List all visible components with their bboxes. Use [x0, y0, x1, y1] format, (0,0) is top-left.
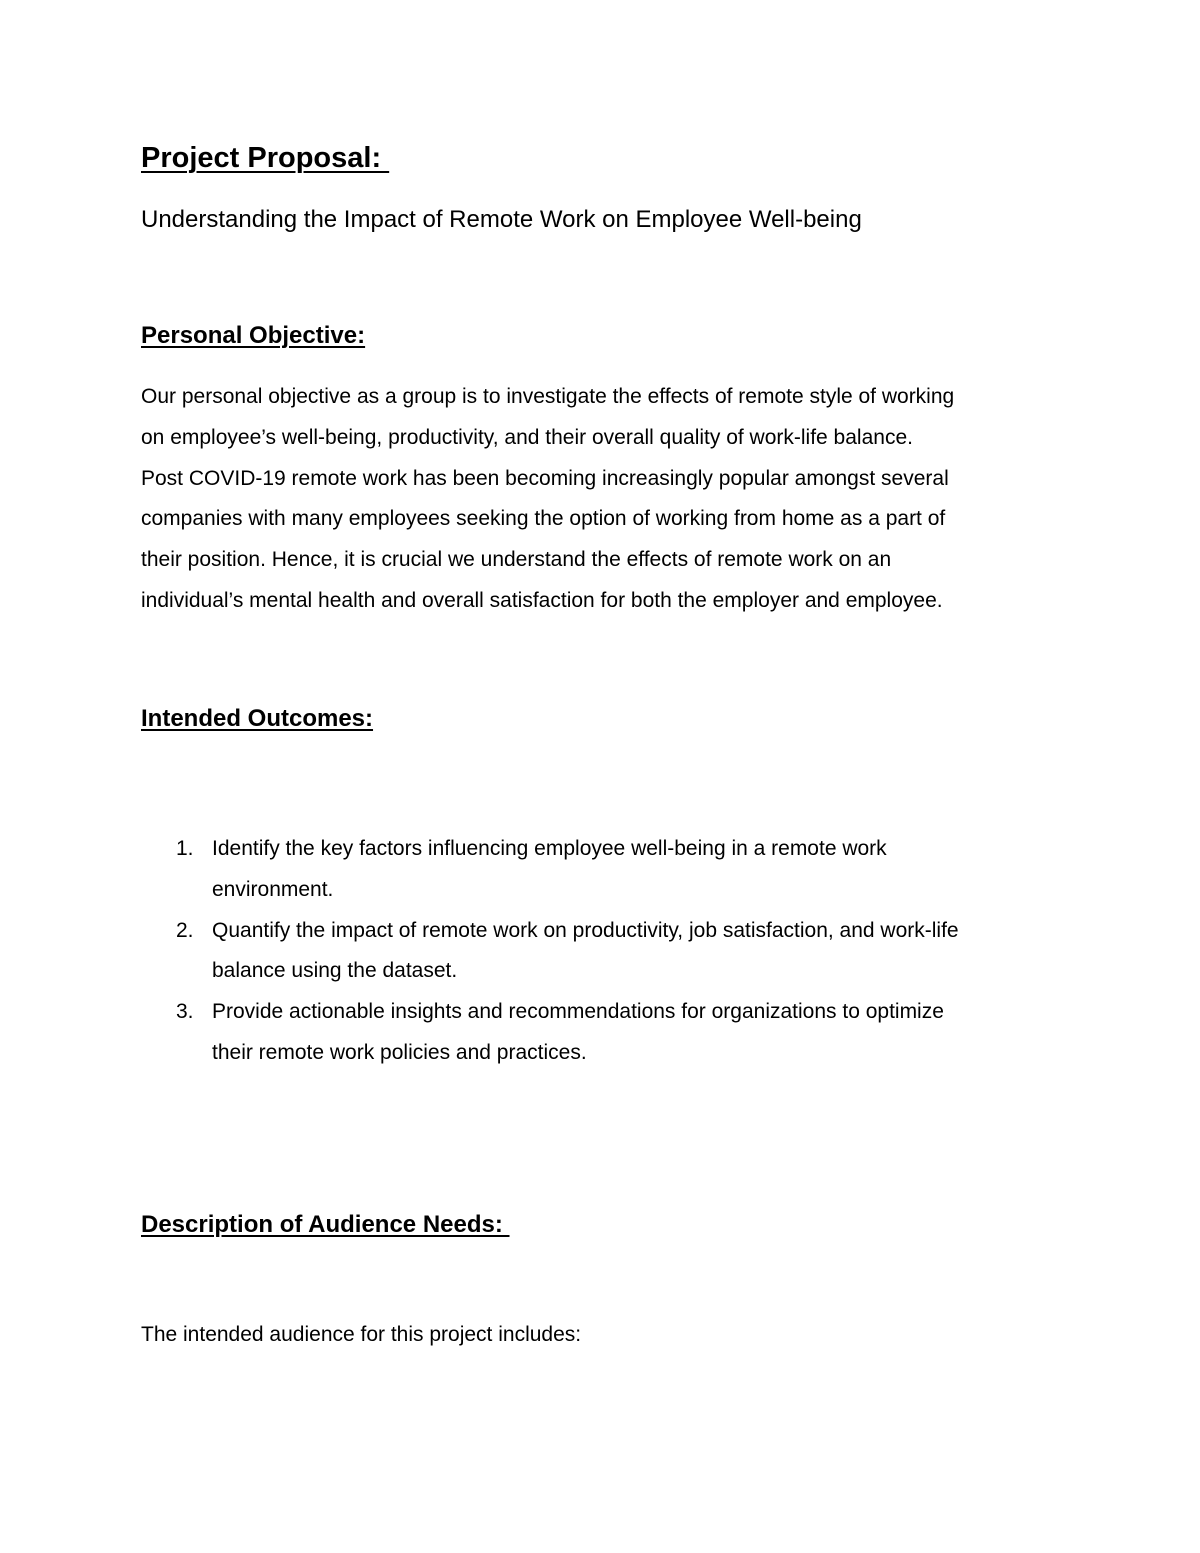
paragraph-line: on employee’s well-being, productivity, and their overall quality of work-life balance. [141, 425, 913, 449]
list-item-line: environment. [212, 877, 334, 901]
personal-objective-paragraph [141, 377, 1081, 622]
section-heading-audience-needs: Description of Audience Needs: [141, 1211, 510, 1238]
list-item-line: Quantify the impact of remote work on productivity, job satisfaction, and work-life [212, 918, 959, 942]
document-title: Project Proposal: [141, 142, 390, 174]
section-heading-personal-objective: Personal Objective: [141, 322, 366, 349]
list-item-number: 3. [176, 1000, 194, 1024]
paragraph-line: their position. Hence, it is crucial we understand the effects of remote work on an [141, 548, 892, 572]
list-item [141, 911, 1081, 993]
paragraph-line: Our personal objective as a group is to investigate the effects of remote style of working [141, 385, 955, 408]
list-item-number: 1. [176, 837, 194, 860]
list-item-number: 2. [176, 918, 194, 942]
paragraph-line: companies with many employees seeking the option of working from home as a part of [141, 507, 946, 531]
list-item [141, 992, 1081, 1074]
list-item [141, 829, 1081, 911]
paragraph-line: individual’s mental health and overall satisfaction for both the employer and employee. [141, 588, 943, 612]
list-item-line: their remote work policies and practices. [212, 1040, 587, 1064]
list-item-line: Identify the key factors influencing employee well-being in a remote work [212, 837, 887, 860]
intended-outcomes-list [141, 829, 1081, 1074]
paragraph-line: Post COVID-19 remote work has been becoming increasingly popular amongst several [141, 466, 949, 490]
list-item-line: Provide actionable insights and recommendations for organizations to optimize [212, 1000, 944, 1024]
list-item-line: balance using the dataset. [212, 959, 458, 983]
audience-intro-text: The intended audience for this project includes: [141, 1323, 582, 1346]
document-subtitle: Understanding the Impact of Remote Work on Employee Well-being [141, 206, 862, 233]
section-heading-intended-outcomes: Intended Outcomes: [141, 705, 374, 732]
